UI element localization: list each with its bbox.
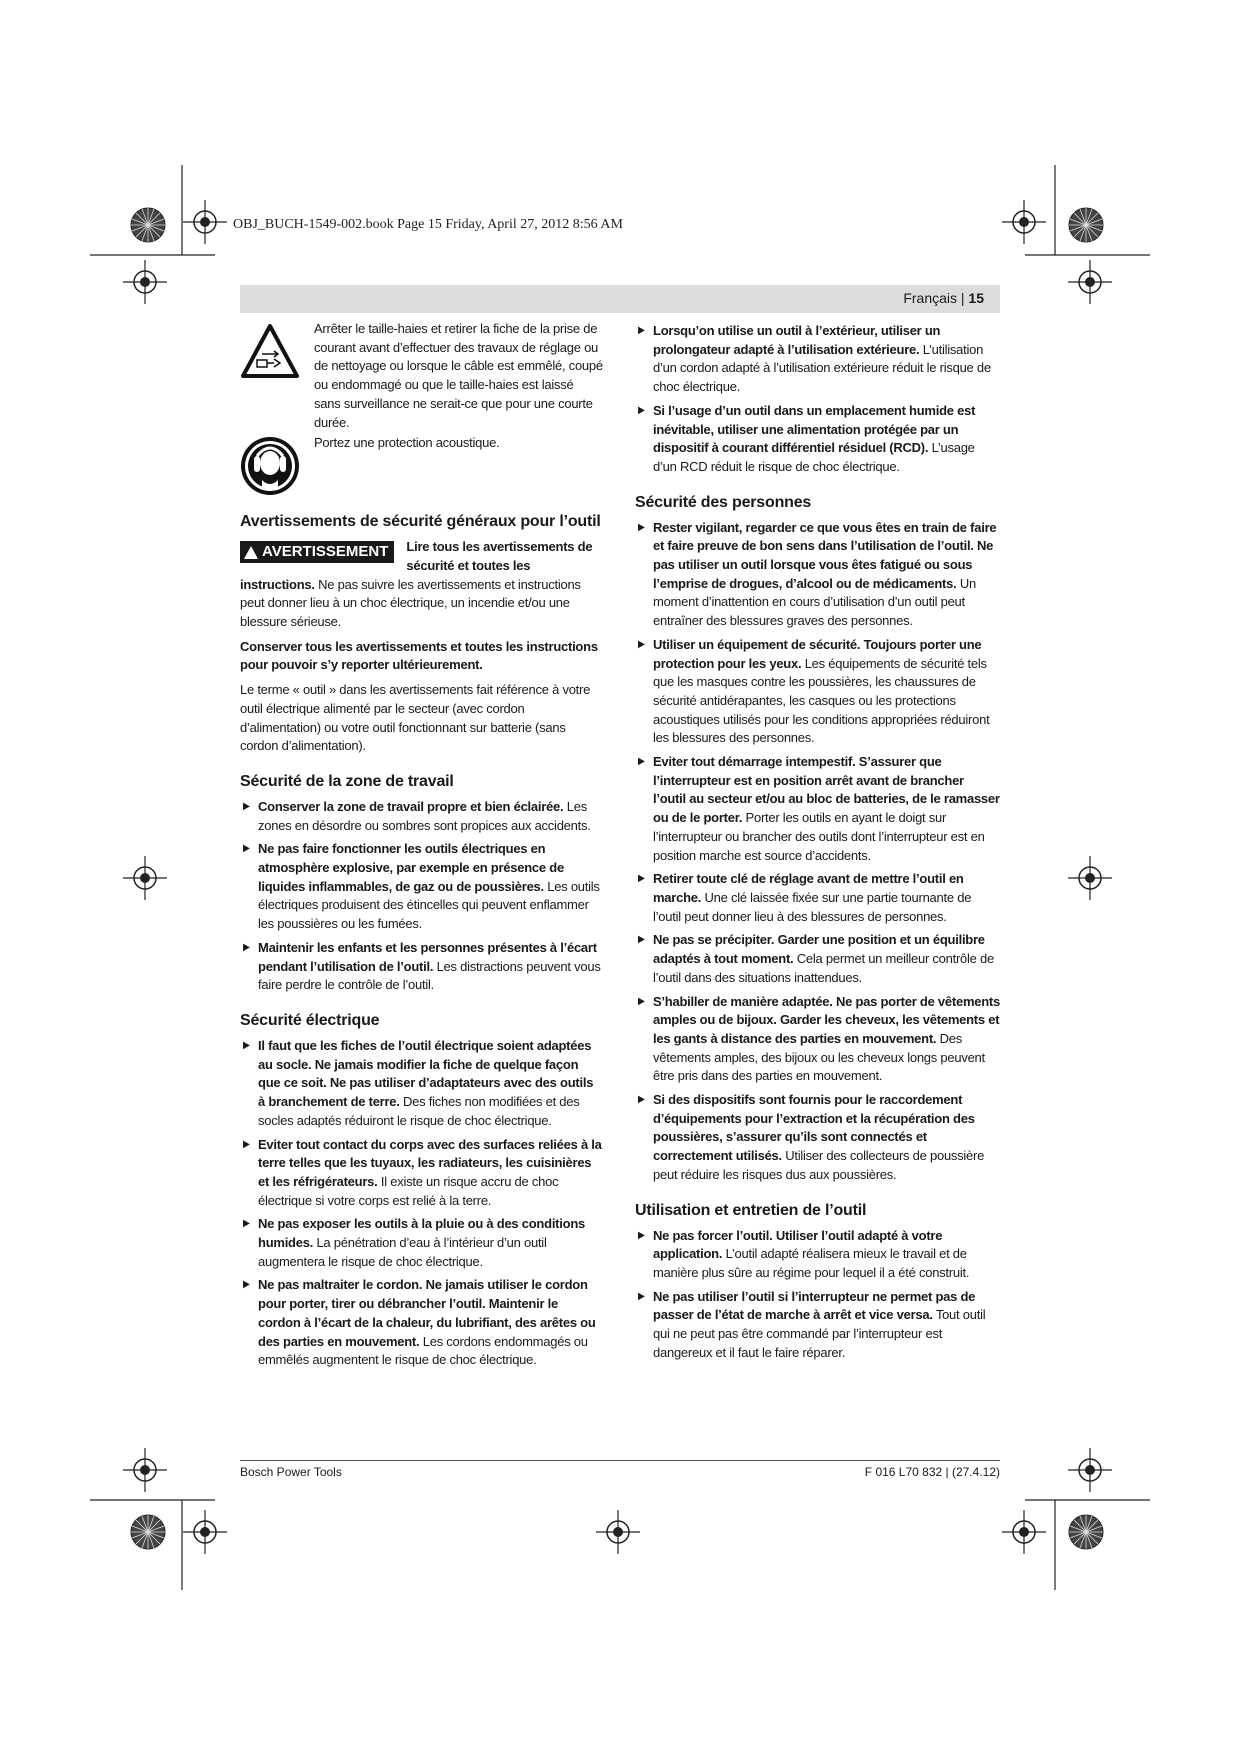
unplug-warning-text: Arrêter le taille-haies et retirer la fiche de la prise de courant avant d’effectuer des travaux de réglage ou de nettoyage ou lorsque le câble est emmêlé, coupé ou endommagé ou que le taille-haies est laissé sans surveillance ne serait-ce que pour une courte durée. bbox=[314, 321, 603, 430]
right-column bbox=[635, 322, 1000, 1367]
warning-label bbox=[240, 541, 394, 563]
list-item: ▶ Il faut que les fiches de l’outil électrique soient adaptées au socle. Ne jamais modifier la fiche de quelque façon que ce soit. Ne pas utiliser d’adaptateurs avec des outils à branchement de terre. Des fiches non modifiées et des socles adaptés réduiront le risque de choc électrique. bbox=[240, 1037, 603, 1131]
page-number: 15 bbox=[968, 290, 984, 306]
list-item: ▶ Retirer toute clé de réglage avant de mettre l’outil en marche. Une clé laissée fixée sur une partie tournante de l’outil peut donner lieu à des blessures de personnes. bbox=[635, 870, 1000, 926]
electrical-safety-list-continued bbox=[635, 322, 1000, 477]
list-item: ▶ Ne pas utiliser l’outil si l’interrupteur ne permet pas de passer de l’état de marche à arrêt et vice versa. Tout outil qui ne peut pas être commandé par l’interrupteur est dangereux et il faut le faire réparer. bbox=[635, 1288, 1000, 1363]
list-item: ▶ Eviter tout contact du corps avec des surfaces reliées à la terre telles que les tuyaux, les radiateurs, les cuisinières et les réfrigérateurs. Il existe un risque accru de choc électrique si votre corps est relié à la terre. bbox=[240, 1136, 603, 1211]
general-safety-heading: Avertissements de sécurité généraux pour l’outil bbox=[240, 513, 601, 531]
personal-safety-list bbox=[635, 519, 1000, 1185]
list-item: ▶ Utiliser un équipement de sécurité. Toujours porter une protection pour les yeux. Les équipements de sécurité tels que les masques contre les poussières, les chaussures de sécurité antidérapantes, les casques ou les protections acoustiques utilisés pour les conditions appropriées réduiront les blessures des personnes. bbox=[635, 636, 1000, 748]
list-item: ▶ Rester vigilant, regarder ce que vous êtes en train de faire et faire preuve de bon sens dans l’utilisation de l’outil. Ne pas utiliser un outil lorsque vous êtes fatigué ou sous l’emprise de drogues, d’alcool ou de médicaments. Un moment d’inattention en cours d’utilisation d’un outil peut entraîner des blessures graves des personnes. bbox=[635, 519, 1000, 631]
header-separator: | bbox=[957, 290, 969, 306]
list-item: ▶ Ne pas faire fonctionner les outils électriques en atmosphère explosive, par exemple en présence de liquides inflammables, de gaz ou de poussières. Les outils électriques produisent des étincelles qui peuvent enflammer les poussières ou les fumées. bbox=[240, 840, 603, 934]
list-item: ▶ Lorsqu’on utilise un outil à l’extérieur, utiliser un prolongateur adapté à l’utilisation extérieure. L’utilisation d’un cordon adapté à l’utilisation extérieure réduit le risque de choc électrique. bbox=[635, 322, 1000, 397]
tool-use-list bbox=[635, 1227, 1000, 1363]
personal-safety-heading: Sécurité des personnes bbox=[635, 493, 812, 511]
warning-triangle-icon bbox=[244, 546, 258, 559]
hearing-protection bbox=[240, 436, 603, 496]
work-area-list bbox=[240, 798, 603, 995]
list-item: ▶ S’habiller de manière adaptée. Ne pas porter de vêtements amples ou de bijoux. Garder les cheveux, les vêtements et les gants à distance des parties en mouvement. Des vêtements amples, des bijoux ou les cheveux longs peuvent être pris dans des parties en mouvement. bbox=[635, 993, 1000, 1087]
warning-label-text: AVERTISSEMENT bbox=[262, 543, 389, 561]
tool-use-heading: Utilisation et entretien de l’outil bbox=[635, 1201, 867, 1219]
unplug-warning-icon bbox=[240, 322, 300, 382]
header-text bbox=[903, 290, 984, 306]
list-item: ▶ Ne pas maltraiter le cordon. Ne jamais utiliser le cordon pour porter, tirer ou débrancher l’outil. Maintenir le cordon à l’écart de la chaleur, du lubrifiant, des arêtes ou des parties en mouvement. Les cordons endommagés ou emmêlés augmentent le risque de choc électrique. bbox=[240, 1276, 603, 1370]
work-area-heading: Sécurité de la zone de travail bbox=[240, 772, 454, 790]
list-item: ▶ Ne pas exposer les outils à la pluie ou à des conditions humides. La pénétration d’eau à l’intérieur d’un outil augmentera le risque de choc électrique. bbox=[240, 1215, 603, 1271]
footer-rule bbox=[240, 1460, 1000, 1461]
footer-brand: Bosch Power Tools bbox=[240, 1465, 342, 1479]
footer-doc-code: F 016 L70 832 | (27.4.12) bbox=[864, 1465, 1000, 1479]
warning-body-text: Ne pas suivre les avertissements et instructions peut donner lieu à un choc électrique, un incendie et/ou une blessure sérieuse. bbox=[240, 576, 581, 630]
keep-instructions-text: Conserver tous les avertissements et toutes les instructions pour pouvoir s’y reporter ultérieurement. bbox=[240, 638, 598, 673]
electrical-safety-list bbox=[240, 1037, 603, 1370]
warning-block bbox=[240, 538, 603, 632]
left-column bbox=[240, 322, 603, 1375]
language-label: Français bbox=[903, 290, 957, 306]
list-item: ▶ Ne pas forcer l’outil. Utiliser l’outil adapté à votre application. L’outil adapté réalisera mieux le travail et de manière plus sûre au régime pour lequel il a été construit. bbox=[635, 1227, 1000, 1283]
electrical-safety-heading: Sécurité électrique bbox=[240, 1011, 380, 1029]
page-header bbox=[240, 285, 1000, 313]
hearing-protection-text: Portez une protection acoustique. bbox=[314, 435, 500, 451]
print-slug: OBJ_BUCH-1549-002.book Page 15 Friday, April 27, 2012 8:56 AM bbox=[233, 217, 623, 232]
ear-protection-icon bbox=[240, 436, 300, 496]
list-item: ▶ Si des dispositifs sont fournis pour le raccordement d’équipements pour l’extraction et la récupération des poussières, s’assurer qu’ils sont connectés et correctement utilisés. Utiliser des collecteurs de poussière peut réduire les risques dus aux poussières. bbox=[635, 1091, 1000, 1185]
list-item: ▶ Si l’usage d’un outil dans un emplacement humide est inévitable, utiliser une alimentation protégée par un dispositif à courant différentiel résiduel (RCD). L’usage d’un RCD réduit le risque de choc électrique. bbox=[635, 402, 1000, 477]
list-item: ▶ Maintenir les enfants et les personnes présentes à l’écart pendant l’utilisation de l’outil. Les distractions peuvent vous faire perdre le contrôle de l’outil. bbox=[240, 939, 603, 995]
list-item: ▶ Ne pas se précipiter. Garder une position et un équilibre adaptés à tout moment. Cela permet un meilleur contrôle de l’outil dans des situations inattendues. bbox=[635, 931, 1000, 987]
warning-bold-text: Lire tous les avertissements de sécurité et toutes les instructions. bbox=[240, 539, 593, 592]
list-item: ▶ Conserver la zone de travail propre et bien éclairée. Les zones en désordre ou sombres sont propices aux accidents. bbox=[240, 798, 603, 835]
term-definition: Le terme « outil » dans les avertissements fait référence à votre outil électrique alimenté par le secteur (avec cordon d’alimentation) ou votre outil fonctionnant sur batterie (sans cordon d’alimentation). bbox=[240, 682, 591, 754]
list-item: ▶ Eviter tout démarrage intempestif. S’assurer que l’interrupteur est en position arrêt avant de brancher l’outil au secteur et/ou au bloc de batteries, de le ramasser ou de le porter. Porter les outils en ayant le doigt sur l’interrupteur ou brancher des outils dont l’interrupteur est en position marche est source d’accidents. bbox=[635, 753, 1000, 865]
unplug-warning bbox=[240, 322, 603, 432]
